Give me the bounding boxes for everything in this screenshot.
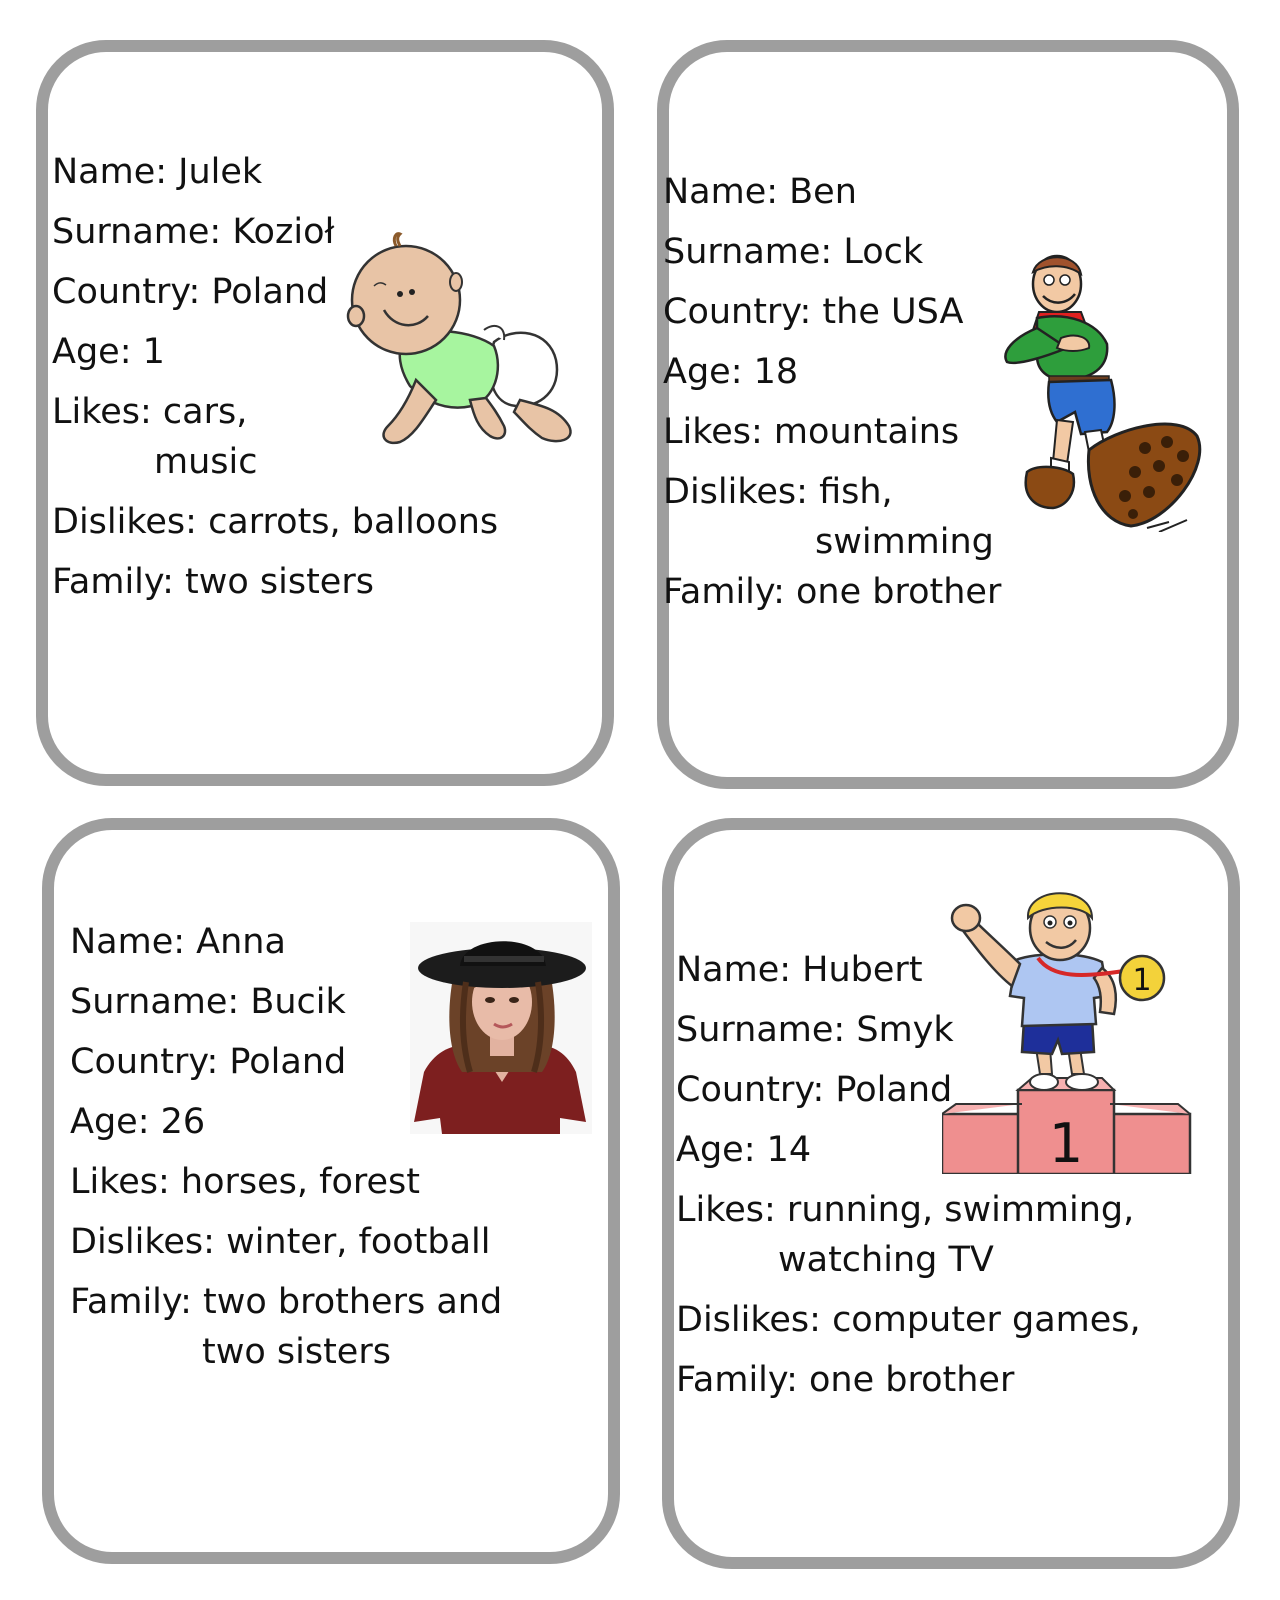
likes-continued-line: watching TV [778, 1240, 994, 1280]
profile-card-julek [36, 40, 614, 786]
surname-line: Surname: Kozioł [52, 212, 335, 252]
likes-line: Likes: mountains [663, 412, 960, 452]
podium-number: 1 [1048, 1112, 1084, 1174]
age-line: Age: 26 [70, 1102, 206, 1142]
likes-line: Likes: running, swimming, [676, 1190, 1135, 1230]
country-line: Country: Poland [70, 1042, 347, 1082]
likes-line: Likes: horses, forest [70, 1162, 421, 1202]
name-line: Name: Anna [70, 922, 286, 962]
country-line: Country: Poland [676, 1070, 953, 1110]
medal-number: 1 [1132, 963, 1152, 998]
dislikes-line: Dislikes: winter, football [70, 1222, 491, 1262]
surname-line: Surname: Lock [663, 232, 924, 272]
family-line: Family: one brother [676, 1360, 1015, 1400]
country-line: Country: the USA [663, 292, 964, 332]
dislikes-line: Dislikes: computer games, [676, 1300, 1141, 1340]
family-line: Family: two brothers and [70, 1282, 503, 1322]
name-line: Name: Ben [663, 172, 857, 212]
name-line: Name: Julek [52, 152, 263, 192]
profile-card-anna [42, 818, 620, 1564]
crawling-baby-illustration [344, 230, 584, 466]
country-line: Country: Poland [52, 272, 329, 312]
age-line: Age: 1 [52, 332, 165, 372]
age-line: Age: 18 [663, 352, 799, 392]
name-line: Name: Hubert [676, 950, 923, 990]
surname-line: Surname: Smyk [676, 1010, 954, 1050]
medal-winner-boy-illustration [942, 878, 1192, 1174]
dislikes-line: Dislikes: fish, [663, 472, 893, 512]
age-line: Age: 14 [676, 1130, 812, 1170]
family-line: Family: one brother [663, 572, 1002, 612]
woman-in-hat-illustration [410, 922, 592, 1134]
profile-card-hubert [662, 818, 1240, 1569]
likes-line: Likes: cars, [52, 392, 248, 432]
profile-card-ben [657, 40, 1239, 789]
likes-continued-line: music [154, 442, 258, 482]
dislikes-continued-line: swimming [815, 522, 994, 562]
hiker-boy-illustration [997, 252, 1207, 532]
family-line: Family: two sisters [52, 562, 374, 602]
family-continued-line: two sisters [202, 1332, 391, 1372]
surname-line: Surname: Bucik [70, 982, 346, 1022]
dislikes-line: Dislikes: carrots, balloons [52, 502, 499, 542]
